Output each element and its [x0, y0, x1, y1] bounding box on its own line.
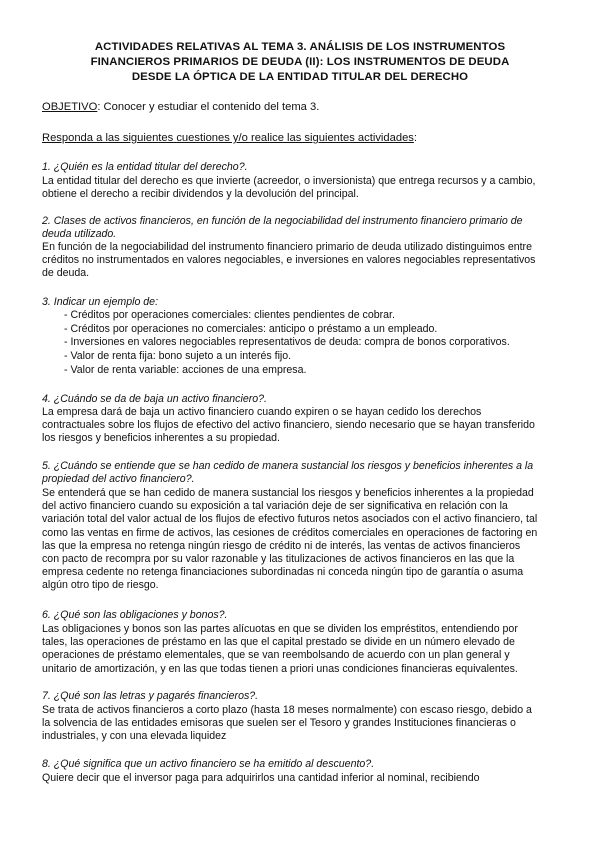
answer-7 — [42, 704, 567, 744]
question-3 — [42, 296, 562, 309]
answer-line: las que la empresa no retenga ningún riesgo de crédito ni de interés, las ventas de activos financieros — [42, 539, 521, 552]
question-1 — [42, 161, 562, 174]
question-line: 7. ¿Qué son las letras y pagarés financieros?. — [42, 690, 259, 702]
answer-line: contractuales sobre los flujos de efectivo del activo financiero, siendo necesario que se hayan transferido — [42, 419, 535, 432]
answer-line: industriales, y con una elevada liquidez — [42, 730, 227, 743]
answer-line: como las ventas en firme de activos, las cesiones de créditos comerciales en operaciones de factoring en — [42, 526, 538, 539]
question-line: 4. ¿Cuándo se da de baja un activo financiero?. — [42, 393, 267, 405]
objective-label: OBJETIVO — [42, 101, 98, 113]
title-line-2: FINANCIEROS PRIMARIOS DE DEUDA (II): LOS INSTRUMENTOS DE DEUDA — [90, 56, 510, 68]
answer-line: empresa cedente no retenga financiaciones subordinadas ni conceda ningún tipo de garantía o asuma — [42, 566, 524, 579]
question-line: deuda utilizado. — [42, 228, 117, 241]
answer-line: operaciones de préstamo elementales, que se van reembolsando de acuerdo con un plan general y — [42, 649, 510, 662]
question-line: 8. ¿Qué significa que un activo financiero se ha emitido al descuento?. — [42, 758, 375, 770]
question-7 — [42, 690, 562, 703]
title-line-1: ACTIVIDADES RELATIVAS AL TEMA 3. ANÁLISIS DE LOS INSTRUMENTOS — [94, 41, 506, 53]
question-4 — [42, 393, 562, 406]
question-line: 6. ¿Qué son las obligaciones y bonos?. — [42, 609, 228, 621]
answer-line: Quiere decir que el inversor paga para adquirirlos una cantidad inferior al nominal, recibiendo — [42, 772, 480, 784]
answer-8 — [42, 772, 567, 785]
question-2 — [42, 215, 562, 241]
question-8 — [42, 758, 562, 771]
answer-line: la solvencia de las entidades emisoras que suelen ser el Tesoro y grandes Instituciones financieras o — [42, 717, 516, 730]
answer-5 — [42, 487, 567, 593]
title-line-3: DESDE LA ÓPTICA DE LA ENTIDAD TITULAR DEL DERECHO — [131, 71, 469, 83]
answer-line: algún otro tipo de riesgo. — [42, 579, 159, 592]
list-item: - Valor de renta variable: acciones de una empresa. — [64, 363, 307, 376]
instructions-suffix: : — [413, 132, 418, 144]
question-line: 1. ¿Quién es la entidad titular del derecho?. — [42, 161, 248, 173]
answer-1 — [42, 175, 567, 201]
list-item: - Inversiones en valores negociables representativos de deuda: compra de bonos corporativos. — [64, 336, 510, 349]
question-line: 2. Clases de activos financieros, en función de la negociabilidad del instrumento financiero primario de — [42, 215, 523, 227]
list-item: - Créditos por operaciones comerciales: clientes pendientes de cobrar. — [64, 309, 395, 321]
answer-line: Se trata de activos financieros a corto plazo (hasta 18 meses normalmente) con escaso riesgo, debido a — [42, 704, 532, 716]
answer-line: La empresa dará de baja un activo financiero cuando expiren o se hayan cedido los derechos — [42, 406, 482, 418]
answer-line: de deuda. — [42, 267, 90, 280]
answer-line: del activo financiero cuando su exposición a tal variación deje de ser significativa en relación con la — [42, 500, 508, 513]
answer-line: obtiene el derecho a recibir dividendos y la devolución del principal. — [42, 188, 359, 201]
answer-line: En función de la negociabilidad del instrumento financiero primario de deuda utilizado distinguimos entre — [42, 241, 532, 253]
answer-line: unitario de amortización, y en las que todas tienen a priori unas condiciones financieras equivalentes. — [42, 662, 518, 675]
answer-line: con pacto de recompra por su valor razonable y las titulizaciones de activos financieros en las que la — [42, 553, 515, 566]
objective — [42, 100, 319, 114]
instructions — [42, 131, 417, 145]
answer-2 — [42, 241, 567, 281]
answer-line: Las obligaciones y bonos son las partes alícuotas en que se dividen los empréstitos, entendiendo por — [42, 623, 518, 635]
answer-6 — [42, 623, 567, 676]
list-item: - Créditos por operaciones no comerciales: anticipo o préstamo a un empleado. — [64, 322, 438, 335]
instructions-text: Responda a las siguientes cuestiones y/o realice las siguientes actividades — [42, 132, 414, 144]
answer-line: créditos no instrumentados en valores negociables, e inversiones en valores negociables representativos — [42, 254, 536, 267]
question-line: 3. Indicar un ejemplo de: — [42, 296, 159, 308]
question-6 — [42, 609, 562, 622]
answer-line: los riesgos y beneficios inherentes a su propiedad. — [42, 432, 280, 445]
question-5 — [42, 460, 562, 486]
answer-line: La entidad titular del derecho es que invierte (acreedor, o inversionista) que entrega recursos y a cambio, — [42, 175, 536, 187]
answer-line: Se entenderá que se han cedido de manera sustancial los riesgos y beneficios inherentes a la propiedad — [42, 487, 534, 499]
example-list — [64, 309, 510, 378]
answer-line: variación total del valor actual de los flujos de efectivo futuros netos asociados con el activo financiero, tal — [42, 513, 538, 526]
document-title — [40, 40, 560, 85]
objective-text: : Conocer y estudiar el contenido del tema 3. — [97, 101, 320, 113]
answer-4 — [42, 406, 567, 446]
question-line: 5. ¿Cuándo se entiende que se han cedido de manera sustancial los riesgos y beneficios inherentes a la — [42, 460, 534, 472]
question-line: propiedad del activo financiero?. — [42, 473, 195, 486]
list-item: - Valor de renta fija: bono sujeto a un interés fijo. — [64, 350, 292, 363]
answer-line: tales, las operaciones de préstamo en las que el capital prestado se divide en un número elevado de — [42, 636, 515, 649]
